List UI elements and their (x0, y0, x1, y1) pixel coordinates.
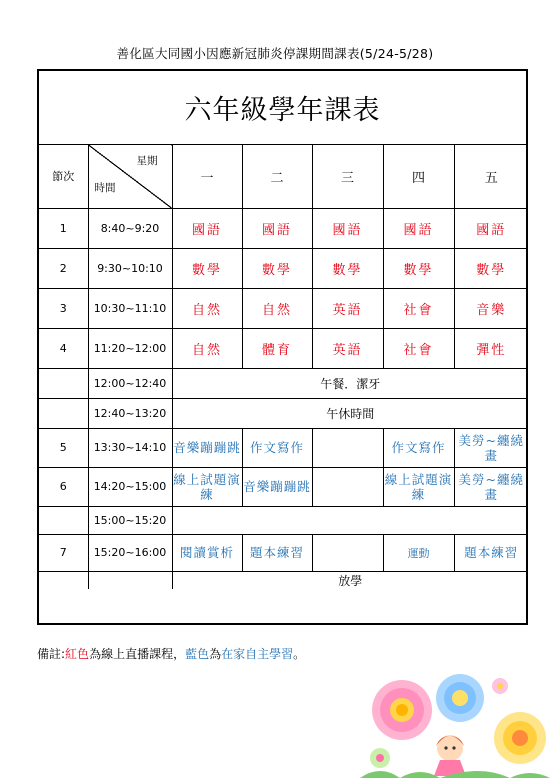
table-row (39, 248, 528, 288)
class-cell: 閱讀賞析 (172, 534, 242, 571)
class-cell: 美勞~纏繞畫 (454, 428, 528, 467)
day-header-wed: 三 (312, 145, 383, 208)
class-cell: 題本練習 (454, 534, 528, 571)
period-cell: 6 (39, 467, 88, 506)
break-cell (172, 506, 528, 534)
table-row (39, 534, 528, 571)
class-cell: 體育 (242, 328, 312, 368)
note-suffix: 。 (293, 647, 306, 661)
class-cell: 數學 (454, 248, 528, 288)
pink-flower-icon (372, 680, 432, 740)
period-cell (39, 398, 88, 428)
table-row (39, 571, 528, 589)
sheet-title: 六年級學年課表 (39, 71, 526, 145)
weekday-label: 星期 (136, 155, 158, 167)
time-cell: 12:40~13:20 (88, 398, 172, 428)
class-cell: 運動 (383, 534, 454, 571)
time-cell: 12:00~12:40 (88, 368, 172, 398)
footnote (37, 645, 305, 662)
class-cell: 作文寫作 (242, 428, 312, 467)
class-cell: 自然 (172, 288, 242, 328)
period-cell (39, 368, 88, 398)
yellow-flower-icon (494, 712, 546, 764)
class-cell: 社會 (383, 328, 454, 368)
class-cell: 作文寫作 (383, 428, 454, 467)
period-cell: 3 (39, 288, 88, 328)
period-header: 節次 (39, 145, 88, 208)
class-cell: 國語 (242, 208, 312, 248)
diagonal-header-cell (88, 145, 172, 208)
class-cell: 數學 (242, 248, 312, 288)
time-cell: 11:20~12:00 (88, 328, 172, 368)
table-row (39, 398, 528, 428)
class-cell: 英語 (312, 288, 383, 328)
table-row (39, 208, 528, 248)
nap-cell: 午休時間 (172, 398, 528, 428)
class-cell: 國語 (172, 208, 242, 248)
flower-girl-illustration (360, 668, 550, 778)
page-title: 善化區大同國小因應新冠肺炎停課期間課表(5/24-5/28) (116, 46, 434, 61)
class-cell: 音樂蹦蹦跳 (242, 467, 312, 506)
girl-figure-icon (434, 735, 466, 776)
time-cell: 8:40~9:20 (88, 208, 172, 248)
day-header-tue: 二 (242, 145, 312, 208)
class-cell: 國語 (383, 208, 454, 248)
period-cell: 4 (39, 328, 88, 368)
class-cell: 線上試題演練 (383, 467, 454, 506)
lunch-cell: 午餐．潔牙 (172, 368, 528, 398)
note-red-word: 紅色 (65, 647, 90, 661)
time-cell: 13:30~14:10 (88, 428, 172, 467)
class-cell: 美勞~纏繞畫 (454, 467, 528, 506)
timetable (37, 69, 528, 625)
table-row (39, 428, 528, 467)
table-row (39, 288, 528, 328)
period-cell: 5 (39, 428, 88, 467)
class-cell: 自然 (242, 288, 312, 328)
class-cell (312, 428, 383, 467)
note-blue-desc: 在家自主學習 (221, 647, 294, 661)
class-cell: 數學 (172, 248, 242, 288)
class-cell: 國語 (312, 208, 383, 248)
time-cell: 10:30~11:10 (88, 288, 172, 328)
class-cell: 彈性 (454, 328, 528, 368)
note-blue-mid: 為 (209, 647, 222, 661)
day-header-thu: 四 (383, 145, 454, 208)
time-cell: 15:00~15:20 (88, 506, 172, 534)
table-row (39, 467, 528, 506)
class-cell (312, 534, 383, 571)
class-cell: 數學 (312, 248, 383, 288)
note-prefix: 備註: (37, 647, 66, 661)
table-row (39, 368, 528, 398)
class-cell: 社會 (383, 288, 454, 328)
time-cell: 15:20~16:00 (88, 534, 172, 571)
time-cell: 9:30~10:10 (88, 248, 172, 288)
note-red-desc: 為線上直播課程， (89, 647, 186, 661)
class-cell: 音樂蹦蹦跳 (172, 428, 242, 467)
class-cell (312, 467, 383, 506)
class-cell: 數學 (383, 248, 454, 288)
header-row (39, 145, 528, 208)
period-cell: 7 (39, 534, 88, 571)
period-cell: 1 (39, 208, 88, 248)
time-cell (88, 571, 172, 589)
class-cell: 線上試題演練 (172, 467, 242, 506)
note-blue-word: 藍色 (185, 647, 210, 661)
time-cell: 14:20~15:00 (88, 467, 172, 506)
period-cell (39, 571, 88, 589)
time-label: 時間 (94, 181, 116, 194)
table-row (39, 328, 528, 368)
class-cell: 國語 (454, 208, 528, 248)
class-cell: 題本練習 (242, 534, 312, 571)
day-header-mon: 一 (172, 145, 242, 208)
period-cell: 2 (39, 248, 88, 288)
class-cell: 英語 (312, 328, 383, 368)
class-cell: 音樂 (454, 288, 528, 328)
day-header-fri: 五 (454, 145, 528, 208)
blue-flower-icon (436, 674, 484, 722)
table-row (39, 506, 528, 534)
period-cell (39, 506, 88, 534)
schedule-table (39, 145, 528, 589)
class-cell: 自然 (172, 328, 242, 368)
dismissal-cell: 放學 (172, 571, 528, 589)
